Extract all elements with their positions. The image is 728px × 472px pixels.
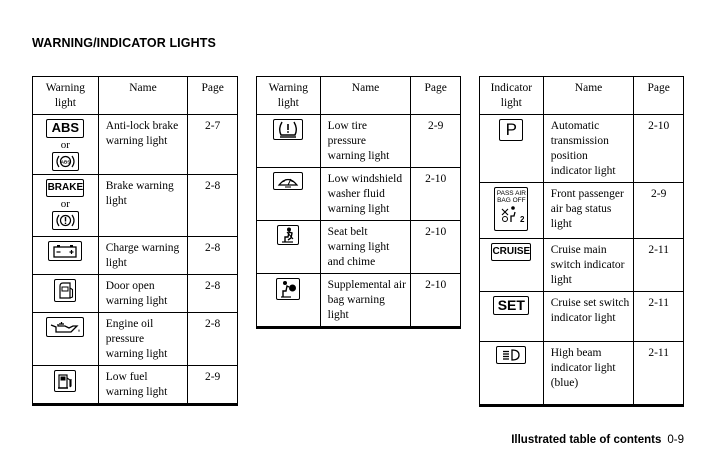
icon-cell bbox=[257, 115, 321, 168]
icon-cell bbox=[480, 183, 544, 239]
or-text: or bbox=[60, 139, 70, 151]
table-header-row bbox=[480, 77, 684, 115]
page-cell: 2-7 bbox=[188, 115, 238, 175]
passenger-airbag-status-icon bbox=[494, 187, 528, 231]
page-cell: 2-9 bbox=[188, 366, 238, 405]
page-footer bbox=[511, 434, 684, 446]
table-row bbox=[480, 292, 684, 342]
header-name: Name bbox=[320, 77, 411, 115]
page-cell: 2-10 bbox=[411, 168, 461, 221]
table-row bbox=[257, 221, 461, 274]
set-icon: SET bbox=[493, 296, 529, 315]
icon-cell bbox=[257, 168, 321, 221]
table-row bbox=[257, 168, 461, 221]
header-warning-light: Warning light bbox=[257, 77, 321, 115]
header-name: Name bbox=[543, 77, 634, 115]
svg-text:ABS: ABS bbox=[60, 159, 71, 165]
name-cell: Charge warning light bbox=[98, 237, 188, 275]
icon-cell bbox=[33, 366, 99, 405]
table-row bbox=[33, 115, 238, 175]
abs-circle-icon bbox=[52, 152, 79, 171]
warning-lights-table-1 bbox=[32, 76, 238, 406]
table-row bbox=[33, 366, 238, 405]
name-cell: Automatic transmission position indicator light bbox=[543, 115, 634, 183]
table-row bbox=[480, 239, 684, 292]
seat-belt-icon bbox=[277, 225, 299, 245]
header-page: Page bbox=[634, 77, 684, 115]
brake-circle-icon bbox=[52, 211, 79, 230]
or-text: or bbox=[60, 198, 70, 210]
table-row bbox=[480, 342, 684, 406]
table-row bbox=[33, 313, 238, 366]
table-header-row bbox=[33, 77, 238, 115]
cruise-icon: CRUISE bbox=[491, 243, 531, 261]
header-warning-light: Warning light bbox=[33, 77, 99, 115]
abs-icon: ABS bbox=[46, 119, 84, 138]
table-row bbox=[33, 237, 238, 275]
oil-can-icon bbox=[46, 317, 84, 337]
header-page: Page bbox=[411, 77, 461, 115]
table-header-row bbox=[257, 77, 461, 115]
table-row bbox=[257, 274, 461, 328]
icon-cell bbox=[33, 313, 99, 366]
icon-cell bbox=[480, 239, 544, 292]
section-title: WARNING/INDICATOR LIGHTS bbox=[32, 36, 216, 50]
name-cell: Engine oil pressure warning light bbox=[98, 313, 188, 366]
icon-cell bbox=[480, 115, 544, 183]
footer-page-number: 0-9 bbox=[667, 434, 684, 446]
tire-pressure-icon bbox=[273, 119, 303, 140]
icon-cell bbox=[33, 175, 99, 237]
name-cell: Low fuel warning light bbox=[98, 366, 188, 405]
page-cell: 2-10 bbox=[411, 221, 461, 274]
page-cell: 2-11 bbox=[634, 342, 684, 406]
svg-text:2: 2 bbox=[520, 215, 525, 224]
page-cell: 2-8 bbox=[188, 275, 238, 313]
icon-cell bbox=[480, 342, 544, 406]
table-row bbox=[480, 183, 684, 239]
name-cell: Brake warning light bbox=[98, 175, 188, 237]
name-cell: Supplemental air bag warning light bbox=[320, 274, 411, 328]
header-page: Page bbox=[188, 77, 238, 115]
page-cell: 2-9 bbox=[634, 183, 684, 239]
name-cell: Low tire pressure warning light bbox=[320, 115, 411, 168]
icon-cell bbox=[33, 275, 99, 313]
high-beam-icon bbox=[496, 346, 526, 364]
indicator-lights-table bbox=[479, 76, 684, 407]
name-cell: Anti-lock brake warning light bbox=[98, 115, 188, 175]
name-cell: Door open warning light bbox=[98, 275, 188, 313]
icon-cell bbox=[257, 221, 321, 274]
page-cell: 2-8 bbox=[188, 313, 238, 366]
name-cell: Cruise main switch indicator light bbox=[543, 239, 634, 292]
page-cell: 2-10 bbox=[634, 115, 684, 183]
header-indicator-light: Indicator light bbox=[480, 77, 544, 115]
page-cell: 2-11 bbox=[634, 292, 684, 342]
header-name: Name bbox=[98, 77, 188, 115]
icon-cell bbox=[33, 237, 99, 275]
table-row bbox=[480, 115, 684, 183]
park-p-icon: P bbox=[499, 119, 523, 141]
page-cell: 2-8 bbox=[188, 175, 238, 237]
icon-cell bbox=[33, 115, 99, 175]
table-row bbox=[33, 275, 238, 313]
table-row bbox=[33, 175, 238, 237]
page-cell: 2-9 bbox=[411, 115, 461, 168]
page-cell: 2-8 bbox=[188, 237, 238, 275]
pass-airbag-off-text: PASS AIR BAG OFF bbox=[496, 190, 526, 204]
fuel-pump-icon bbox=[54, 370, 76, 392]
brake-icon: BRAKE bbox=[46, 179, 84, 197]
door-open-icon bbox=[54, 279, 76, 302]
name-cell: Cruise set switch indicator light bbox=[543, 292, 634, 342]
table-row bbox=[257, 115, 461, 168]
name-cell: Low windshield washer fluid warning light bbox=[320, 168, 411, 221]
footer-title: Illustrated table of contents bbox=[511, 434, 662, 446]
washer-fluid-icon bbox=[273, 172, 303, 190]
page-cell: 2-10 bbox=[411, 274, 461, 328]
warning-lights-table-2 bbox=[256, 76, 461, 329]
name-cell: High beam indicator light (blue) bbox=[543, 342, 634, 406]
name-cell: Seat belt warning light and chime bbox=[320, 221, 411, 274]
icon-cell bbox=[480, 292, 544, 342]
name-cell: Front passenger air bag status light bbox=[543, 183, 634, 239]
page-cell: 2-11 bbox=[634, 239, 684, 292]
icon-cell bbox=[257, 274, 321, 328]
battery-icon bbox=[48, 241, 82, 261]
air-bag-icon bbox=[276, 278, 300, 300]
